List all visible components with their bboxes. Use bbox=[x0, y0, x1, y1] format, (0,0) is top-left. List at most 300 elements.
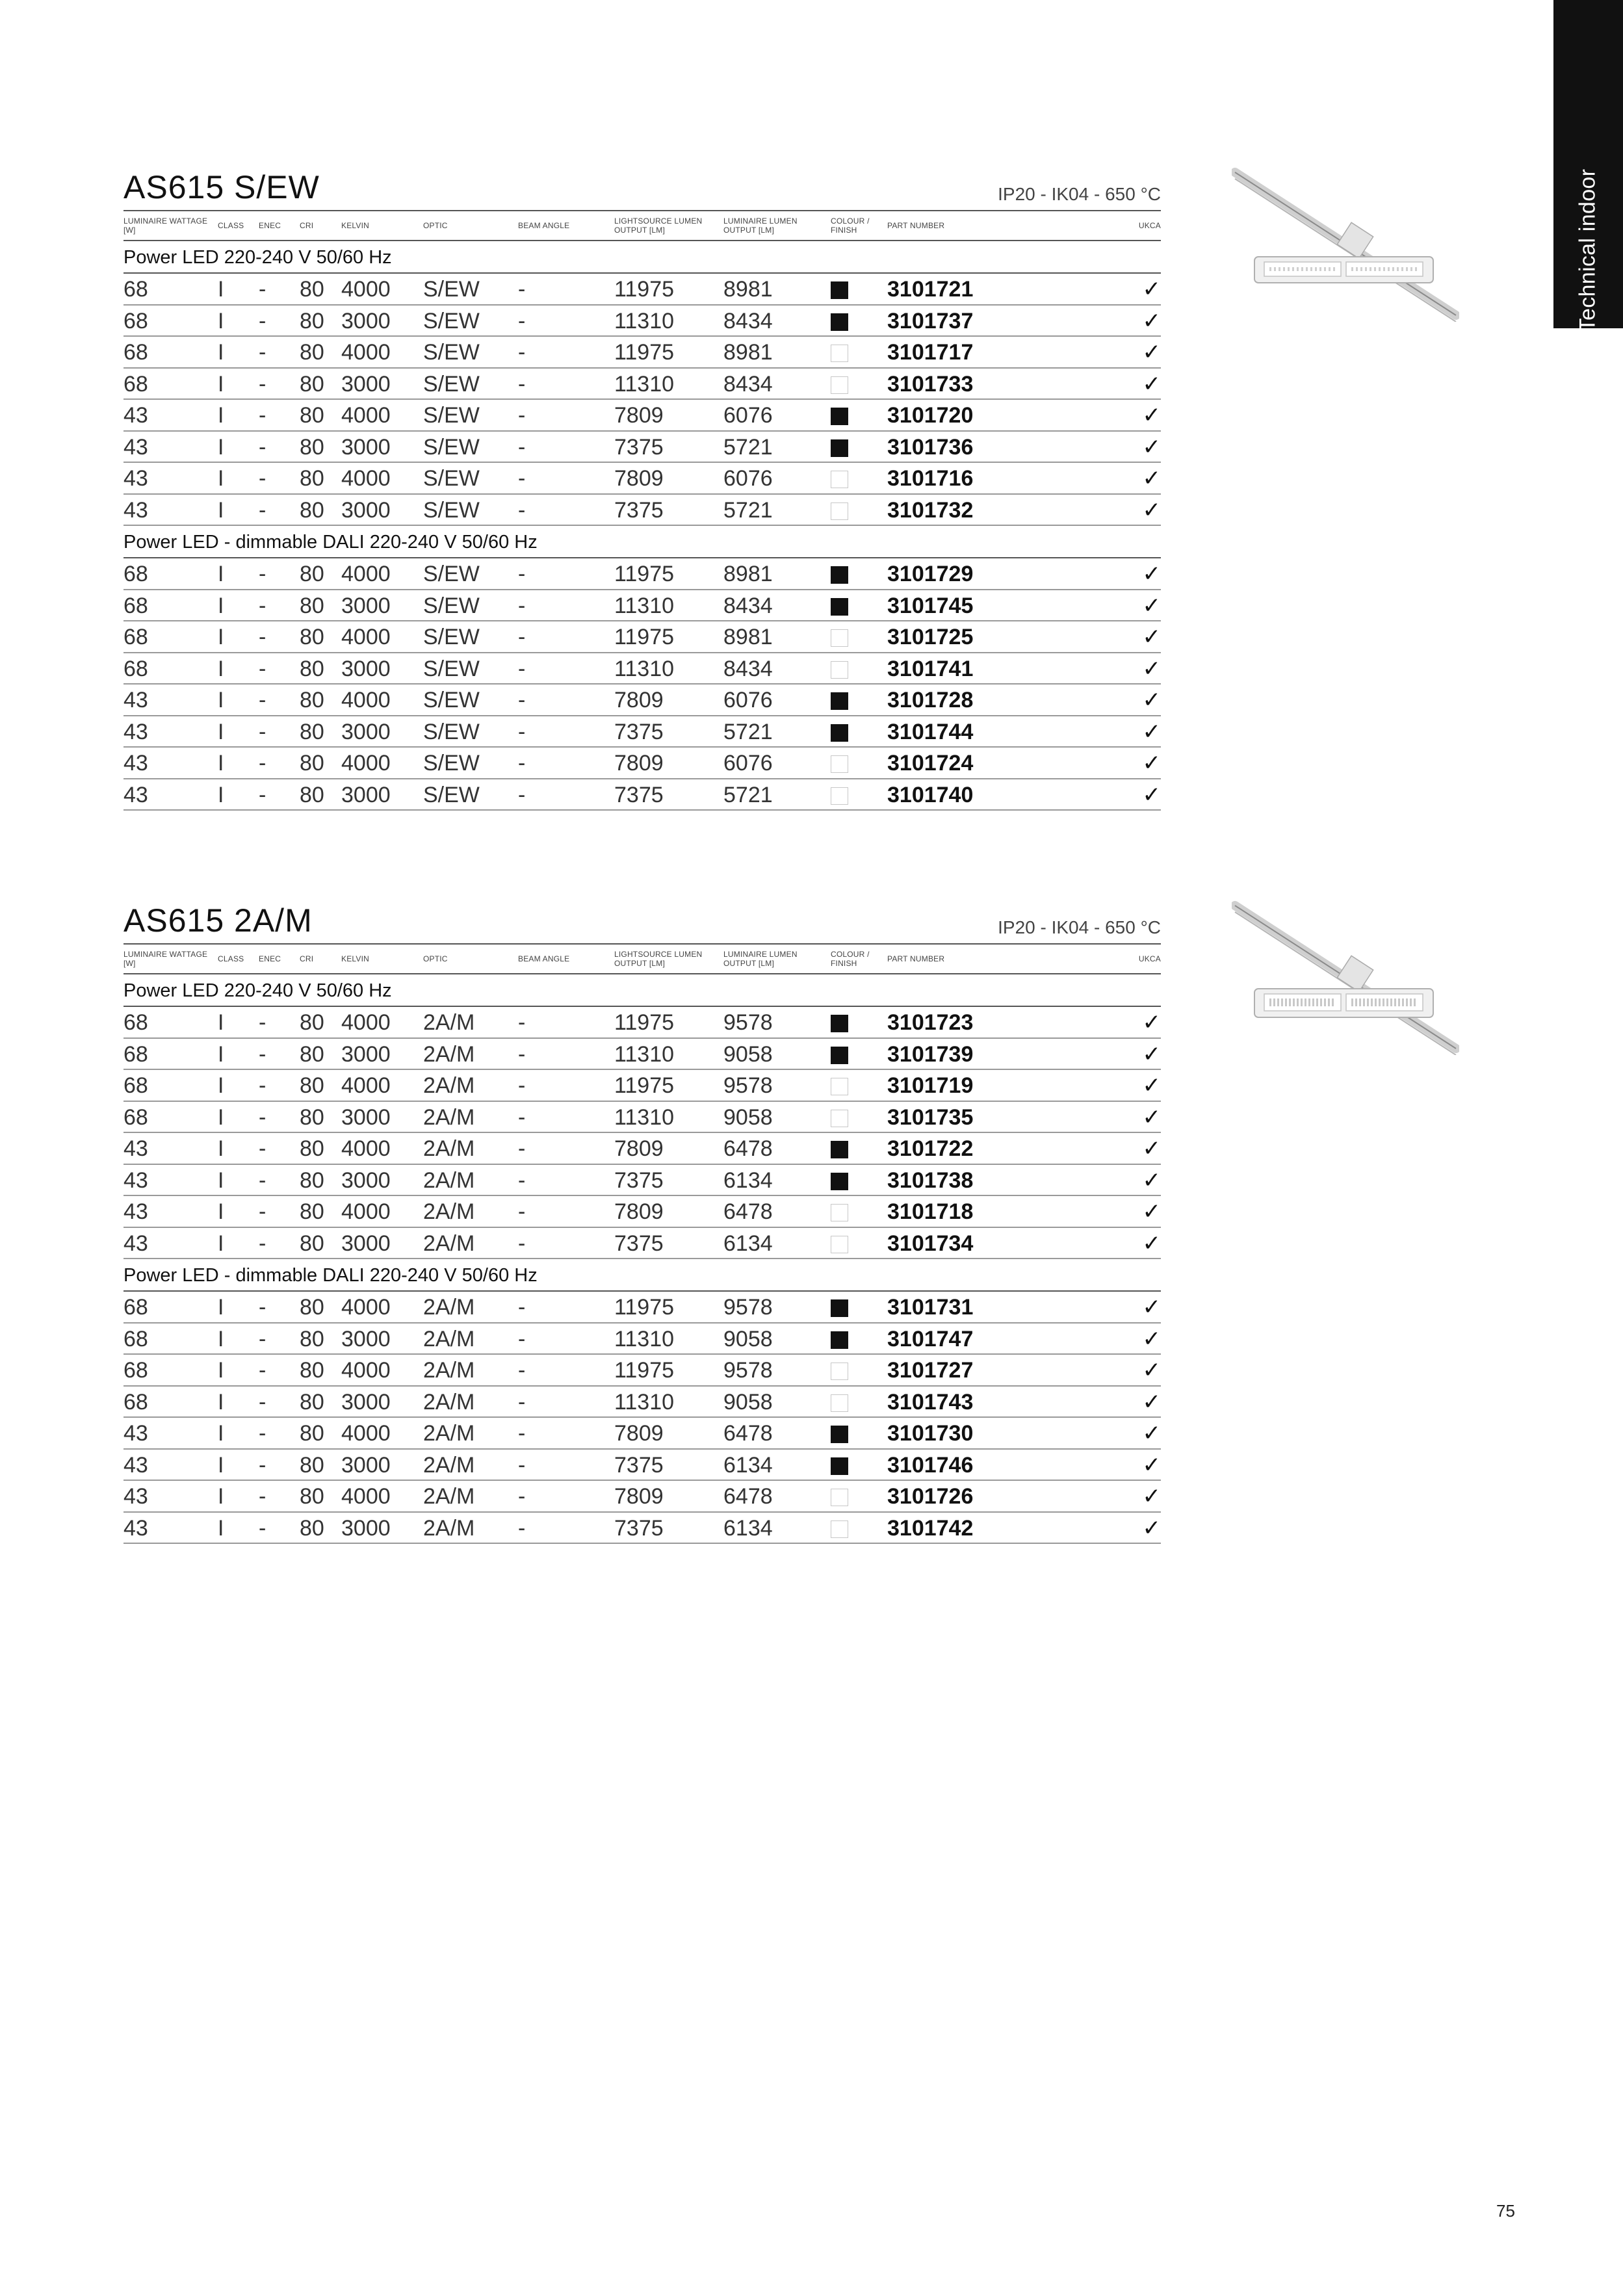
part-number-cell: 3101727 bbox=[887, 1358, 974, 1383]
wattage-cell: 68 bbox=[123, 277, 148, 302]
luminaire-lumen-cell: 8434 bbox=[723, 593, 773, 618]
kelvin-cell: 4000 bbox=[341, 1010, 391, 1035]
enec-cell: - bbox=[259, 1041, 266, 1067]
beam-angle-cell: - bbox=[518, 1231, 526, 1256]
optic-cell: 2A/M bbox=[423, 1452, 475, 1478]
part-number-cell: 3101739 bbox=[887, 1041, 974, 1067]
cri-cell: 80 bbox=[300, 497, 324, 523]
header-enec: ENEC bbox=[259, 221, 281, 230]
table-row bbox=[123, 1292, 1161, 1324]
enec-cell: - bbox=[259, 1295, 266, 1320]
ukca-check-icon: ✓ bbox=[1142, 466, 1161, 491]
part-number-cell: 3101719 bbox=[887, 1073, 974, 1098]
white-finish-swatch bbox=[831, 661, 848, 679]
cri-cell: 80 bbox=[300, 1199, 324, 1224]
part-number-cell: 3101736 bbox=[887, 434, 974, 460]
luminaire-lumen-cell: 5721 bbox=[723, 719, 773, 744]
optic-cell: 2A/M bbox=[423, 1168, 475, 1193]
ukca-check-icon: ✓ bbox=[1142, 371, 1161, 397]
wattage-cell: 68 bbox=[123, 1010, 148, 1035]
class-cell: I bbox=[218, 688, 224, 712]
kelvin-cell: 3000 bbox=[341, 1515, 391, 1541]
cri-cell: 80 bbox=[300, 562, 324, 586]
table-row bbox=[123, 1355, 1161, 1387]
optic-cell: S/EW bbox=[423, 340, 480, 365]
optic-cell: S/EW bbox=[423, 434, 480, 460]
wattage-cell: 43 bbox=[123, 782, 148, 807]
part-number-cell: 3101720 bbox=[887, 403, 974, 428]
part-number-cell: 3101733 bbox=[887, 371, 974, 397]
enec-cell: - bbox=[259, 1168, 266, 1193]
header-optic: OPTIC bbox=[423, 954, 448, 963]
white-finish-swatch bbox=[831, 1204, 848, 1221]
wattage-cell: 68 bbox=[123, 371, 148, 397]
ukca-check-icon: ✓ bbox=[1142, 1421, 1161, 1446]
cri-cell: 80 bbox=[300, 1168, 324, 1193]
beam-angle-cell: - bbox=[518, 466, 526, 491]
luminaire-lumen-cell: 9058 bbox=[723, 1326, 773, 1351]
cri-cell: 80 bbox=[300, 434, 324, 460]
cri-cell: 80 bbox=[300, 1389, 324, 1415]
luminaire-lumen-cell: 8434 bbox=[723, 656, 773, 681]
white-finish-swatch bbox=[831, 471, 848, 488]
ukca-check-icon: ✓ bbox=[1142, 1515, 1161, 1541]
cri-cell: 80 bbox=[300, 625, 324, 649]
section-header bbox=[123, 899, 1161, 945]
luminaire-product-image bbox=[1232, 166, 1459, 322]
enec-cell: - bbox=[259, 751, 266, 776]
class-cell: I bbox=[218, 403, 224, 428]
wattage-cell: 68 bbox=[123, 1326, 148, 1351]
kelvin-cell: 3000 bbox=[341, 1041, 391, 1067]
enec-cell: - bbox=[259, 1104, 266, 1130]
enec-cell: - bbox=[259, 277, 266, 302]
table-row bbox=[123, 1165, 1161, 1197]
lightsource-lumen-cell: 7809 bbox=[614, 466, 664, 491]
part-number-cell: 3101741 bbox=[887, 656, 974, 681]
header-kelvin: KELVIN bbox=[341, 954, 369, 963]
enec-cell: - bbox=[259, 1389, 266, 1415]
group-title bbox=[123, 241, 1161, 274]
optic-cell: 2A/M bbox=[423, 1010, 475, 1035]
lightsource-lumen-cell: 11975 bbox=[614, 1358, 675, 1383]
beam-angle-cell: - bbox=[518, 371, 526, 397]
cri-cell: 80 bbox=[300, 403, 324, 428]
wattage-cell: 68 bbox=[123, 593, 148, 618]
lightsource-lumen-cell: 7375 bbox=[614, 497, 664, 523]
ukca-check-icon: ✓ bbox=[1142, 434, 1161, 460]
enec-cell: - bbox=[259, 562, 266, 586]
optic-cell: 2A/M bbox=[423, 1421, 475, 1446]
kelvin-cell: 3000 bbox=[341, 593, 391, 618]
white-finish-swatch bbox=[831, 502, 848, 520]
part-number-cell: 3101729 bbox=[887, 562, 974, 586]
product-section bbox=[123, 899, 1161, 1544]
cri-cell: 80 bbox=[300, 1010, 324, 1035]
luminaire-lumen-cell: 9578 bbox=[723, 1010, 773, 1035]
optic-cell: S/EW bbox=[423, 308, 480, 333]
table-row bbox=[123, 1418, 1161, 1450]
cri-cell: 80 bbox=[300, 1421, 324, 1446]
luminaire-lumen-cell: 6134 bbox=[723, 1231, 773, 1256]
table-row bbox=[123, 590, 1161, 622]
table-row bbox=[123, 1196, 1161, 1228]
ukca-check-icon: ✓ bbox=[1142, 1168, 1161, 1193]
beam-angle-cell: - bbox=[518, 277, 526, 302]
kelvin-cell: 4000 bbox=[341, 625, 391, 649]
table-row bbox=[123, 337, 1161, 369]
class-cell: I bbox=[218, 340, 224, 365]
optic-cell: 2A/M bbox=[423, 1136, 475, 1161]
kelvin-cell: 3000 bbox=[341, 308, 391, 333]
kelvin-cell: 4000 bbox=[341, 1199, 391, 1224]
class-cell: I bbox=[218, 1010, 224, 1035]
group-title-text: Power LED 220-240 V 50/60 Hz bbox=[123, 980, 392, 1001]
enec-cell: - bbox=[259, 403, 266, 428]
luminaire-lumen-cell: 8434 bbox=[723, 308, 773, 333]
white-finish-swatch bbox=[831, 345, 848, 362]
group-title bbox=[123, 974, 1161, 1007]
black-finish-swatch bbox=[831, 313, 848, 331]
section-title: AS615 2A/M bbox=[123, 902, 313, 939]
optic-cell: S/EW bbox=[423, 688, 480, 712]
header-ukca: UKCA bbox=[1138, 954, 1161, 963]
luminaire-lumen-cell: 5721 bbox=[723, 782, 773, 807]
cri-cell: 80 bbox=[300, 1136, 324, 1161]
part-number-cell: 3101728 bbox=[887, 688, 974, 712]
wattage-cell: 43 bbox=[123, 719, 148, 744]
luminaire-lumen-cell: 9058 bbox=[723, 1389, 773, 1415]
beam-angle-cell: - bbox=[518, 1452, 526, 1478]
kelvin-cell: 3000 bbox=[341, 1452, 391, 1478]
enec-cell: - bbox=[259, 1421, 266, 1446]
beam-angle-cell: - bbox=[518, 1168, 526, 1193]
beam-angle-cell: - bbox=[518, 719, 526, 744]
black-finish-swatch bbox=[831, 439, 848, 457]
optic-cell: 2A/M bbox=[423, 1484, 475, 1509]
beam-angle-cell: - bbox=[518, 497, 526, 523]
table-row bbox=[123, 621, 1161, 653]
part-number-cell: 3101737 bbox=[887, 308, 974, 333]
ukca-check-icon: ✓ bbox=[1142, 1326, 1161, 1351]
ukca-check-icon: ✓ bbox=[1142, 1358, 1161, 1383]
part-number-cell: 3101744 bbox=[887, 719, 974, 744]
lightsource-lumen-cell: 7809 bbox=[614, 1484, 664, 1509]
beam-angle-cell: - bbox=[518, 1073, 526, 1098]
kelvin-cell: 3000 bbox=[341, 1231, 391, 1256]
luminaire-lumen-cell: 9578 bbox=[723, 1358, 773, 1383]
ukca-check-icon: ✓ bbox=[1142, 656, 1161, 681]
kelvin-cell: 3000 bbox=[341, 371, 391, 397]
optic-cell: S/EW bbox=[423, 593, 480, 618]
beam-angle-cell: - bbox=[518, 1421, 526, 1446]
kelvin-cell: 4000 bbox=[341, 1136, 391, 1161]
page-number: 75 bbox=[1496, 2201, 1515, 2221]
cri-cell: 80 bbox=[300, 340, 324, 365]
class-cell: I bbox=[218, 1168, 224, 1193]
group-title-text: Power LED - dimmable DALI 220-240 V 50/60 Hz bbox=[123, 1265, 538, 1286]
group-title-text: Power LED 220-240 V 50/60 Hz bbox=[123, 247, 392, 268]
cri-cell: 80 bbox=[300, 1515, 324, 1541]
kelvin-cell: 4000 bbox=[341, 466, 391, 491]
enec-cell: - bbox=[259, 434, 266, 460]
optic-cell: S/EW bbox=[423, 403, 480, 428]
luminaire-lumen-cell: 9058 bbox=[723, 1104, 773, 1130]
wattage-cell: 68 bbox=[123, 1358, 148, 1383]
luminaire-lumen-cell: 5721 bbox=[723, 497, 773, 523]
cri-cell: 80 bbox=[300, 1231, 324, 1256]
luminaire-lumen-cell: 6076 bbox=[723, 688, 773, 712]
header-beam-angle: BEAM ANGLE bbox=[518, 221, 570, 230]
wattage-cell: 68 bbox=[123, 562, 148, 586]
kelvin-cell: 3000 bbox=[341, 1389, 391, 1415]
table-row bbox=[123, 1387, 1161, 1418]
ukca-check-icon: ✓ bbox=[1142, 308, 1161, 333]
luminaire-lumen-cell: 6478 bbox=[723, 1136, 773, 1161]
ukca-check-icon: ✓ bbox=[1142, 277, 1161, 302]
luminaire-lumen-cell: 6134 bbox=[723, 1168, 773, 1193]
enec-cell: - bbox=[259, 1515, 266, 1541]
class-cell: I bbox=[218, 1041, 224, 1067]
part-number-cell: 3101746 bbox=[887, 1452, 974, 1478]
black-finish-swatch bbox=[831, 1426, 848, 1443]
class-cell: I bbox=[218, 1452, 224, 1478]
beam-angle-cell: - bbox=[518, 434, 526, 460]
kelvin-cell: 3000 bbox=[341, 1104, 391, 1130]
kelvin-cell: 3000 bbox=[341, 782, 391, 807]
lightsource-lumen-cell: 11975 bbox=[614, 1073, 675, 1098]
cri-cell: 80 bbox=[300, 1326, 324, 1351]
beam-angle-cell: - bbox=[518, 1326, 526, 1351]
lightsource-lumen-cell: 7809 bbox=[614, 1136, 664, 1161]
cri-cell: 80 bbox=[300, 1484, 324, 1509]
optic-cell: 2A/M bbox=[423, 1358, 475, 1383]
black-finish-swatch bbox=[831, 1299, 848, 1317]
ukca-check-icon: ✓ bbox=[1142, 751, 1161, 776]
kelvin-cell: 4000 bbox=[341, 403, 391, 428]
wattage-cell: 68 bbox=[123, 308, 148, 333]
beam-angle-cell: - bbox=[518, 1358, 526, 1383]
header-part-number: PART NUMBER bbox=[887, 221, 945, 230]
part-number-cell: 3101730 bbox=[887, 1421, 974, 1446]
beam-angle-cell: - bbox=[518, 1515, 526, 1541]
class-cell: I bbox=[218, 466, 224, 491]
enec-cell: - bbox=[259, 1358, 266, 1383]
table-row bbox=[123, 1481, 1161, 1513]
beam-angle-cell: - bbox=[518, 1295, 526, 1320]
ukca-check-icon: ✓ bbox=[1142, 593, 1161, 618]
class-cell: I bbox=[218, 497, 224, 523]
lightsource-lumen-cell: 11310 bbox=[614, 1041, 675, 1067]
wattage-cell: 68 bbox=[123, 1104, 148, 1130]
beam-angle-cell: - bbox=[518, 1389, 526, 1415]
lightsource-lumen-cell: 7809 bbox=[614, 403, 664, 428]
optic-cell: S/EW bbox=[423, 371, 480, 397]
ukca-check-icon: ✓ bbox=[1142, 1484, 1161, 1509]
luminaire-lumen-cell: 9578 bbox=[723, 1295, 773, 1320]
cri-cell: 80 bbox=[300, 1358, 324, 1383]
luminaire-lumen-cell: 8981 bbox=[723, 340, 773, 365]
enec-cell: - bbox=[259, 1010, 266, 1035]
ukca-check-icon: ✓ bbox=[1142, 1010, 1161, 1035]
part-number-cell: 3101716 bbox=[887, 466, 974, 491]
side-tab-label: Technical indoor bbox=[1575, 168, 1600, 332]
white-finish-swatch bbox=[831, 1520, 848, 1538]
black-finish-swatch bbox=[831, 1047, 848, 1064]
wattage-cell: 68 bbox=[123, 1295, 148, 1320]
wattage-cell: 43 bbox=[123, 1515, 148, 1541]
optic-cell: S/EW bbox=[423, 751, 480, 776]
ukca-check-icon: ✓ bbox=[1142, 340, 1161, 365]
optic-cell: S/EW bbox=[423, 719, 480, 744]
class-cell: I bbox=[218, 434, 224, 460]
lightsource-lumen-cell: 7375 bbox=[614, 1452, 664, 1478]
table-row bbox=[123, 369, 1161, 400]
class-cell: I bbox=[218, 1421, 224, 1446]
ukca-check-icon: ✓ bbox=[1142, 1231, 1161, 1256]
class-cell: I bbox=[218, 719, 224, 744]
table-row bbox=[123, 1450, 1161, 1481]
enec-cell: - bbox=[259, 688, 266, 712]
part-number-cell: 3101718 bbox=[887, 1199, 974, 1224]
optic-cell: S/EW bbox=[423, 656, 480, 681]
lightsource-lumen-cell: 11975 bbox=[614, 340, 675, 365]
wattage-cell: 43 bbox=[123, 1168, 148, 1193]
optic-cell: 2A/M bbox=[423, 1199, 475, 1224]
beam-angle-cell: - bbox=[518, 1010, 526, 1035]
cri-cell: 80 bbox=[300, 656, 324, 681]
beam-angle-cell: - bbox=[518, 403, 526, 428]
kelvin-cell: 3000 bbox=[341, 1326, 391, 1351]
black-finish-swatch bbox=[831, 1015, 848, 1032]
wattage-cell: 68 bbox=[123, 1389, 148, 1415]
lightsource-lumen-cell: 11310 bbox=[614, 593, 675, 618]
ukca-check-icon: ✓ bbox=[1142, 688, 1161, 712]
header-lightsource-lumen: LIGHTSOURCE LUMEN OUTPUT [LM] bbox=[614, 950, 703, 968]
luminaire-lumen-cell: 8981 bbox=[723, 625, 773, 649]
table-row bbox=[123, 716, 1161, 748]
header-class: CLASS bbox=[218, 221, 244, 230]
optic-cell: S/EW bbox=[423, 625, 480, 649]
class-cell: I bbox=[218, 1136, 224, 1161]
cri-cell: 80 bbox=[300, 1041, 324, 1067]
class-cell: I bbox=[218, 1295, 224, 1320]
enec-cell: - bbox=[259, 593, 266, 618]
optic-cell: S/EW bbox=[423, 277, 480, 302]
luminaire-lumen-cell: 9058 bbox=[723, 1041, 773, 1067]
table-row bbox=[123, 1102, 1161, 1134]
lightsource-lumen-cell: 11310 bbox=[614, 1104, 675, 1130]
white-finish-swatch bbox=[831, 629, 848, 647]
class-cell: I bbox=[218, 1231, 224, 1256]
table-header-row bbox=[123, 945, 1161, 974]
lightsource-lumen-cell: 7809 bbox=[614, 751, 664, 776]
table-row bbox=[123, 274, 1161, 306]
kelvin-cell: 4000 bbox=[341, 1421, 391, 1446]
cri-cell: 80 bbox=[300, 1073, 324, 1098]
part-number-cell: 3101725 bbox=[887, 625, 974, 649]
table-row bbox=[123, 463, 1161, 495]
part-number-cell: 3101731 bbox=[887, 1295, 974, 1320]
class-cell: I bbox=[218, 751, 224, 776]
beam-angle-cell: - bbox=[518, 1136, 526, 1161]
cri-cell: 80 bbox=[300, 593, 324, 618]
part-number-cell: 3101724 bbox=[887, 751, 974, 776]
beam-angle-cell: - bbox=[518, 688, 526, 712]
optic-cell: 2A/M bbox=[423, 1231, 475, 1256]
ukca-check-icon: ✓ bbox=[1142, 1104, 1161, 1130]
optic-cell: 2A/M bbox=[423, 1295, 475, 1320]
kelvin-cell: 3000 bbox=[341, 434, 391, 460]
class-cell: I bbox=[218, 277, 224, 302]
kelvin-cell: 4000 bbox=[341, 1484, 391, 1509]
class-cell: I bbox=[218, 1515, 224, 1541]
side-section-tab bbox=[1553, 0, 1623, 332]
part-number-cell: 3101726 bbox=[887, 1484, 974, 1509]
enec-cell: - bbox=[259, 1199, 266, 1224]
class-cell: I bbox=[218, 1199, 224, 1224]
header-luminaire-lumen: LUMINAIRE LUMEN OUTPUT [LM] bbox=[723, 216, 798, 235]
beam-angle-cell: - bbox=[518, 656, 526, 681]
header-kelvin: KELVIN bbox=[341, 221, 369, 230]
lightsource-lumen-cell: 11975 bbox=[614, 1010, 675, 1035]
kelvin-cell: 4000 bbox=[341, 1073, 391, 1098]
beam-angle-cell: - bbox=[518, 340, 526, 365]
ukca-check-icon: ✓ bbox=[1142, 403, 1161, 428]
product-section bbox=[123, 166, 1161, 811]
enec-cell: - bbox=[259, 656, 266, 681]
black-finish-swatch bbox=[831, 1457, 848, 1475]
class-cell: I bbox=[218, 1358, 224, 1383]
black-finish-swatch bbox=[831, 1331, 848, 1349]
group-title bbox=[123, 526, 1161, 558]
table-row bbox=[123, 685, 1161, 716]
header-colour-finish: COLOUR / FINISH bbox=[831, 216, 870, 235]
beam-angle-cell: - bbox=[518, 625, 526, 649]
enec-cell: - bbox=[259, 1231, 266, 1256]
optic-cell: S/EW bbox=[423, 466, 480, 491]
luminaire-lumen-cell: 6478 bbox=[723, 1199, 773, 1224]
lightsource-lumen-cell: 11310 bbox=[614, 308, 675, 333]
wattage-cell: 43 bbox=[123, 1421, 148, 1446]
cri-cell: 80 bbox=[300, 466, 324, 491]
class-cell: I bbox=[218, 1484, 224, 1509]
enec-cell: - bbox=[259, 466, 266, 491]
cri-cell: 80 bbox=[300, 1104, 324, 1130]
cri-cell: 80 bbox=[300, 371, 324, 397]
white-finish-swatch bbox=[831, 1236, 848, 1253]
luminaire-lumen-cell: 8434 bbox=[723, 371, 773, 397]
header-cri: CRI bbox=[300, 221, 314, 230]
ukca-check-icon: ✓ bbox=[1142, 1041, 1161, 1067]
white-finish-swatch bbox=[831, 376, 848, 394]
beam-angle-cell: - bbox=[518, 1041, 526, 1067]
wattage-cell: 68 bbox=[123, 340, 148, 365]
lightsource-lumen-cell: 7375 bbox=[614, 1168, 664, 1193]
black-finish-swatch bbox=[831, 692, 848, 710]
lightsource-lumen-cell: 11975 bbox=[614, 277, 675, 302]
ukca-check-icon: ✓ bbox=[1142, 1452, 1161, 1478]
optic-cell: 2A/M bbox=[423, 1104, 475, 1130]
part-number-cell: 3101735 bbox=[887, 1104, 974, 1130]
white-finish-swatch bbox=[831, 1394, 848, 1412]
optic-cell: S/EW bbox=[423, 782, 480, 807]
header-optic: OPTIC bbox=[423, 221, 448, 230]
wattage-cell: 43 bbox=[123, 497, 148, 523]
black-finish-swatch bbox=[831, 566, 848, 584]
ukca-check-icon: ✓ bbox=[1142, 782, 1161, 807]
luminaire-lumen-cell: 9578 bbox=[723, 1073, 773, 1098]
